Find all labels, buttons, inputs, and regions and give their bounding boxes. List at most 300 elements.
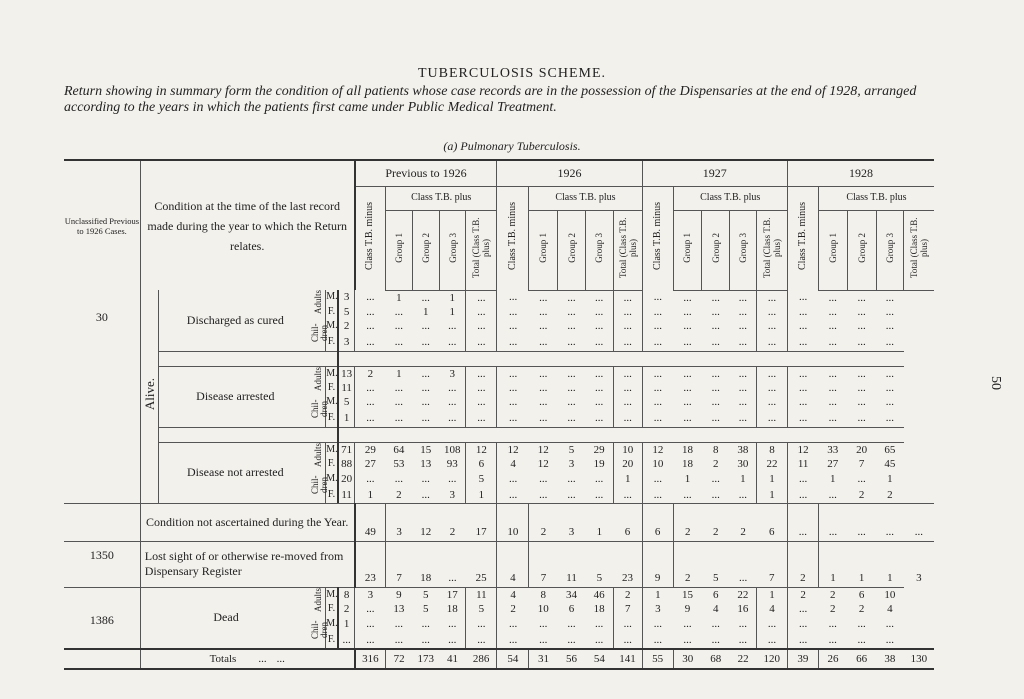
data-cell: 12	[537, 457, 549, 470]
data-cell: 9	[684, 602, 691, 615]
data-cell: 29	[364, 443, 376, 456]
data-cell: ...	[876, 503, 904, 541]
group1-header: Group 1	[393, 233, 404, 263]
data-cell: ...	[799, 367, 808, 380]
data-cell: ...	[711, 472, 720, 485]
data-cell: 1	[439, 290, 466, 305]
data-cell: 29	[585, 442, 613, 457]
data-cell: 3	[386, 503, 413, 541]
group2-header: Group 2	[420, 233, 431, 263]
group1-header: Group 1	[682, 233, 693, 263]
data-cell: ...	[394, 472, 404, 485]
data-cell: ...	[730, 395, 757, 411]
total-cell: 22	[730, 649, 757, 669]
data-cell: 93	[439, 457, 466, 471]
data-cell: 5	[466, 471, 497, 487]
spacer	[338, 351, 904, 366]
data-cell: ...	[412, 410, 439, 427]
data-cell: 5	[466, 602, 497, 616]
data-cell: 20	[856, 443, 868, 456]
data-cell: 6	[702, 587, 730, 602]
data-cell: 18	[412, 541, 439, 587]
data-cell: ...	[683, 396, 692, 409]
data-cell: 30	[730, 457, 757, 471]
data-cell: ...	[508, 291, 518, 304]
data-cell: ...	[412, 334, 439, 351]
data-cell: 33	[827, 443, 839, 456]
data-cell: ...	[558, 410, 586, 427]
data-cell: ...	[757, 305, 788, 319]
data-cell: 9	[386, 587, 413, 602]
data-cell: 23	[355, 541, 386, 587]
data-cell: ...	[355, 410, 386, 427]
children-label	[310, 616, 330, 649]
data-cell: ...	[386, 410, 413, 427]
data-cell: 17	[466, 503, 497, 541]
data-cell: ...	[653, 381, 662, 394]
data-cell: 7	[858, 457, 865, 470]
data-cell: ...	[466, 334, 497, 351]
data-cell: ...	[828, 396, 837, 409]
data-cell: ...	[730, 631, 757, 648]
data-cell: ...	[711, 291, 720, 304]
data-cell: ...	[711, 617, 720, 630]
data-cell: ...	[857, 367, 866, 380]
data-cell: 5	[568, 443, 575, 456]
data-cell: ...	[366, 305, 375, 318]
data-cell: 18	[681, 457, 693, 470]
data-cell: ...	[799, 617, 808, 630]
data-cell: 8	[529, 587, 558, 602]
data-cell: 18	[585, 602, 613, 616]
data-cell: 1	[684, 472, 691, 485]
data-cell: ...	[585, 395, 613, 411]
data-cell: ...	[613, 631, 642, 648]
data-cell: 5	[338, 395, 355, 411]
children-label	[310, 471, 330, 504]
data-cell: ...	[857, 305, 866, 318]
data-cell: 3	[439, 486, 466, 503]
data-cell: 7	[613, 602, 642, 616]
data-cell: 1	[338, 410, 355, 427]
total-cell: 55	[642, 649, 673, 669]
data-cell: ...	[876, 410, 904, 427]
data-cell: 6	[847, 587, 876, 602]
data-cell: 27	[364, 457, 376, 470]
data-cell: 8	[338, 587, 355, 602]
data-cell: 2	[386, 486, 413, 503]
sex-cell: M.	[326, 367, 338, 379]
data-cell: ...	[439, 319, 466, 335]
data-cell: 3	[568, 457, 575, 470]
data-cell: ...	[508, 305, 518, 318]
plus-header: Class T.B. plus	[818, 186, 934, 210]
data-cell: 22	[730, 587, 757, 602]
data-cell: ...	[539, 472, 548, 485]
group2-header: Group 2	[856, 233, 867, 263]
data-cell: 19	[585, 457, 613, 471]
spacer-row	[64, 427, 934, 442]
data-cell: 2	[439, 503, 466, 541]
total-header: Total (Class T.B. plus)	[617, 217, 638, 279]
spacer	[159, 351, 312, 366]
sex-cell: F.	[326, 457, 338, 471]
data-cell: ...	[558, 486, 586, 503]
data-cell: ...	[386, 334, 413, 351]
data-cell: ...	[711, 305, 720, 318]
data-cell: ...	[567, 320, 576, 333]
children-label	[310, 395, 330, 428]
total-cell: 120	[757, 649, 788, 669]
data-cell: 6	[568, 602, 575, 615]
sex-cell: F.	[326, 486, 338, 503]
total-cell: 39	[787, 649, 818, 669]
data-cell: ...	[730, 290, 757, 305]
data-cell: 45	[884, 457, 896, 470]
data-cell: ...	[730, 486, 757, 503]
unclassified-cell	[64, 649, 140, 669]
period-header-1928: 1928	[787, 160, 934, 186]
tuberculosis-table	[64, 159, 934, 670]
table-subtitle: (a) Pulmonary Tuberculosis.	[443, 139, 581, 153]
sex-cell: M.	[326, 395, 338, 411]
minus-header: Class T.B. minus	[506, 202, 518, 271]
data-cell: 2	[673, 541, 702, 587]
data-cell: ...	[567, 633, 576, 646]
data-cell: ...	[421, 633, 430, 646]
data-cell: ...	[466, 381, 497, 395]
data-cell: 1	[818, 541, 847, 587]
data-cell: ...	[828, 617, 837, 630]
data-cell: ...	[885, 291, 895, 304]
data-cell: 71	[338, 442, 355, 457]
spacer-row	[64, 351, 934, 366]
data-cell: ...	[857, 381, 866, 394]
data-cell: ...	[613, 395, 642, 411]
data-cell: ...	[730, 366, 757, 381]
data-cell: 2	[338, 319, 355, 335]
data-cell: 4	[757, 602, 788, 616]
total-cell: 286	[466, 649, 497, 669]
group3-header: Group 3	[594, 233, 605, 263]
data-cell: ...	[818, 410, 847, 427]
data-cell: ...	[799, 602, 808, 615]
data-cell: ...	[730, 319, 757, 335]
total-cell: 54	[585, 649, 613, 669]
data-cell: ...	[787, 486, 818, 503]
sex-cell: F.	[326, 381, 338, 395]
data-cell: 1	[396, 291, 402, 304]
data-cell: ...	[613, 366, 642, 381]
data-cell: ...	[412, 486, 439, 503]
data-cell: ...	[585, 616, 613, 632]
data-cell: ...	[683, 381, 692, 394]
data-cell: ...	[673, 486, 702, 503]
data-cell: ...	[711, 633, 720, 646]
data-cell: ...	[799, 381, 808, 394]
data-cell: 12	[797, 443, 809, 456]
data-cell: ...	[857, 617, 866, 630]
data-cell: ...	[466, 410, 497, 427]
condition-label: Disease arrested	[159, 366, 312, 427]
totals-row	[64, 649, 934, 669]
data-cell: ...	[394, 320, 404, 333]
data-cell: ...	[466, 305, 497, 319]
data-cell: ...	[508, 367, 518, 380]
data-cell: ...	[857, 396, 866, 409]
data-cell: ...	[585, 290, 613, 305]
total-header: Total (Class T.B. plus)	[761, 217, 782, 279]
data-cell: ...	[585, 631, 613, 648]
data-cell: 6	[757, 503, 788, 541]
data-cell: ...	[818, 334, 847, 351]
children-text: Chil- dren	[310, 323, 330, 342]
data-cell: ...	[439, 410, 466, 427]
data-cell: ...	[366, 291, 375, 304]
data-cell: ...	[642, 334, 673, 351]
data-cell: 8	[757, 442, 788, 457]
data-cell: ...	[730, 381, 757, 395]
data-cell: ...	[585, 381, 613, 395]
data-cell: 2	[876, 486, 904, 503]
total-cell: 68	[702, 649, 730, 669]
plus-header: Class T.B. plus	[529, 186, 642, 210]
data-cell: ...	[539, 320, 548, 333]
data-cell: ...	[466, 616, 497, 632]
data-cell: ...	[711, 381, 720, 394]
data-cell: ...	[567, 381, 576, 394]
adults-label	[311, 366, 325, 395]
data-cell: 3	[904, 541, 934, 587]
data-cell: 7	[529, 541, 558, 587]
data-cell: ...	[642, 410, 673, 427]
data-cell: 46	[585, 587, 613, 602]
totals-label	[140, 649, 354, 669]
data-cell: 5	[338, 305, 355, 319]
sex-cell: F.	[326, 602, 338, 616]
data-cell: ...	[567, 617, 576, 630]
data-cell: ...	[730, 305, 757, 319]
data-cell: 2	[713, 457, 719, 470]
data-cell: ...	[366, 472, 375, 485]
sex-cell: F.	[326, 631, 338, 648]
adults-text: Adults	[313, 366, 324, 391]
data-cell: ...	[394, 396, 404, 409]
page-title: TUBERCULOSIS SCHEME.	[417, 66, 607, 81]
data-cell: ...	[567, 396, 576, 409]
data-cell: 3	[355, 587, 386, 602]
data-cell: 9	[642, 541, 673, 587]
data-cell: ...	[567, 305, 576, 318]
data-cell: ...	[421, 472, 430, 485]
total-cell: 72	[386, 649, 413, 669]
data-cell: ...	[585, 410, 613, 427]
data-cell: 25	[466, 541, 497, 587]
data-cell: ...	[711, 367, 720, 380]
data-cell: 7	[757, 541, 788, 587]
data-cell: 65	[884, 443, 896, 456]
data-cell: ...	[828, 320, 837, 333]
data-cell: 1	[613, 471, 642, 487]
data-cell: ...	[421, 617, 430, 630]
sex-cell: M.	[326, 588, 338, 600]
minus-header: Class T.B. minus	[796, 202, 808, 271]
data-cell: ...	[585, 334, 613, 351]
data-cell: 10	[537, 602, 549, 615]
group2-header: Group 2	[566, 233, 577, 263]
data-cell: 2	[367, 367, 374, 380]
data-cell: ...	[585, 471, 613, 487]
alive-label	[140, 290, 159, 503]
data-cell: ...	[508, 617, 518, 630]
data-cell: ...	[421, 367, 430, 380]
data-cell: 1	[830, 472, 836, 485]
data-cell: ...	[539, 305, 548, 318]
data-cell: ...	[885, 367, 895, 380]
data-cell: ...	[730, 541, 757, 587]
data-cell: ...	[421, 320, 430, 333]
data-cell: ...	[683, 367, 692, 380]
data-cell: ...	[421, 396, 430, 409]
data-cell: ...	[653, 472, 662, 485]
data-cell: ...	[702, 334, 730, 351]
data-cell: 11	[558, 541, 586, 587]
data-cell: ...	[439, 541, 466, 587]
period-header-pre1926: Previous to 1926	[355, 160, 497, 186]
totals-label-text: Totals	[209, 652, 237, 665]
data-cell: 1	[396, 367, 402, 380]
data-cell: 1	[757, 486, 788, 503]
data-cell: ...	[466, 631, 497, 648]
page-number: 50	[988, 376, 1003, 390]
data-cell: ...	[394, 633, 404, 646]
data-cell: ...	[730, 410, 757, 427]
data-cell: 17	[439, 587, 466, 602]
total-cell: 54	[497, 649, 529, 669]
total-cell: 41	[439, 649, 466, 669]
data-cell: ...	[799, 396, 808, 409]
data-cell: ...	[799, 305, 808, 318]
data-cell: 1	[422, 305, 429, 318]
data-cell: 34	[558, 587, 586, 602]
data-cell: ...	[828, 381, 837, 394]
data-cell: ...	[885, 305, 895, 318]
data-cell: 2	[702, 503, 730, 541]
data-cell: ...	[497, 334, 529, 351]
data-cell: ...	[757, 631, 788, 648]
minus-header: Class T.B. minus	[651, 202, 663, 271]
data-cell: ...	[508, 320, 518, 333]
data-cell: 18	[681, 443, 693, 456]
data-cell: ...	[653, 305, 662, 318]
data-cell: ...	[653, 396, 662, 409]
data-cell: ...	[885, 320, 895, 333]
data-cell: 3	[338, 290, 355, 305]
period-header-1926: 1926	[497, 160, 642, 186]
minus-header: Class T.B. minus	[364, 202, 376, 271]
children-text: Chil- dren	[310, 475, 330, 494]
data-cell: ...	[673, 334, 702, 351]
children-text: Chil- dren	[310, 399, 330, 418]
data-cell: ...	[613, 305, 642, 319]
data-cell: 2	[338, 602, 355, 616]
data-cell: 13	[420, 457, 432, 470]
sex-cell: M.	[326, 616, 338, 632]
data-cell: 7	[386, 541, 413, 587]
data-cell: ...	[787, 334, 818, 351]
data-cell: 1	[757, 471, 788, 487]
data-cell: ...	[366, 396, 375, 409]
data-cell: ...	[757, 395, 788, 411]
data-cell: 10	[497, 503, 529, 541]
data-cell: ...	[711, 396, 720, 409]
data-cell: 2	[787, 541, 818, 587]
data-cell: 1	[887, 472, 893, 485]
data-cell: 4	[713, 602, 719, 615]
data-cell: 12	[652, 443, 664, 456]
totals-dots: ...	[258, 652, 267, 665]
adults-text: Adults	[313, 290, 324, 315]
data-cell: ...	[885, 381, 895, 394]
data-cell: ...	[828, 367, 837, 380]
sex-cell: M.	[326, 290, 338, 305]
data-cell: 12	[412, 503, 439, 541]
data-cell: ...	[757, 381, 788, 395]
data-cell: 12	[466, 442, 497, 457]
data-cell: 1	[466, 486, 497, 503]
data-cell: 2	[847, 486, 876, 503]
data-cell: ...	[539, 381, 548, 394]
data-cell: ...	[613, 616, 642, 632]
data-cell: ...	[683, 320, 692, 333]
data-cell: ...	[567, 367, 576, 380]
data-cell: ...	[730, 334, 757, 351]
data-cell: ...	[613, 410, 642, 427]
table-row	[64, 290, 934, 305]
table-caption: Return showing in summary form the condition of all patients whose case records are in the possession of the Dispensaries at the end of 1928, arranged according to the years in which the patients first came under Public Medical Treatment.	[64, 84, 917, 115]
data-cell: ...	[439, 334, 466, 351]
children-text: Chil- dren	[310, 620, 330, 639]
data-cell: 2	[613, 587, 642, 602]
data-cell: 64	[393, 443, 405, 456]
data-cell: ...	[338, 631, 355, 648]
plus-header: Class T.B. plus	[386, 186, 497, 210]
data-cell: ...	[847, 410, 876, 427]
data-cell: ...	[366, 602, 375, 615]
total-cell: 30	[673, 649, 702, 669]
data-cell: 2	[830, 602, 836, 615]
sex-cell: F.	[326, 334, 338, 351]
data-cell: 10	[613, 442, 642, 457]
data-cell: ...	[885, 617, 895, 630]
data-cell: 15	[673, 587, 702, 602]
data-cell: ...	[857, 472, 866, 485]
data-cell: ...	[757, 410, 788, 427]
data-cell: 88	[338, 457, 355, 471]
alive-text: Alive.	[141, 378, 157, 411]
table-row	[64, 587, 934, 602]
data-cell: 11	[466, 587, 497, 602]
data-cell: ...	[799, 291, 808, 304]
total-cell: 66	[847, 649, 876, 669]
data-cell: 5	[422, 602, 429, 615]
data-cell: ...	[539, 633, 548, 646]
data-cell: 12	[537, 443, 549, 456]
data-cell: ...	[508, 381, 518, 394]
data-cell: ...	[439, 381, 466, 395]
total-cell: 31	[529, 649, 558, 669]
data-cell: ...	[857, 291, 866, 304]
